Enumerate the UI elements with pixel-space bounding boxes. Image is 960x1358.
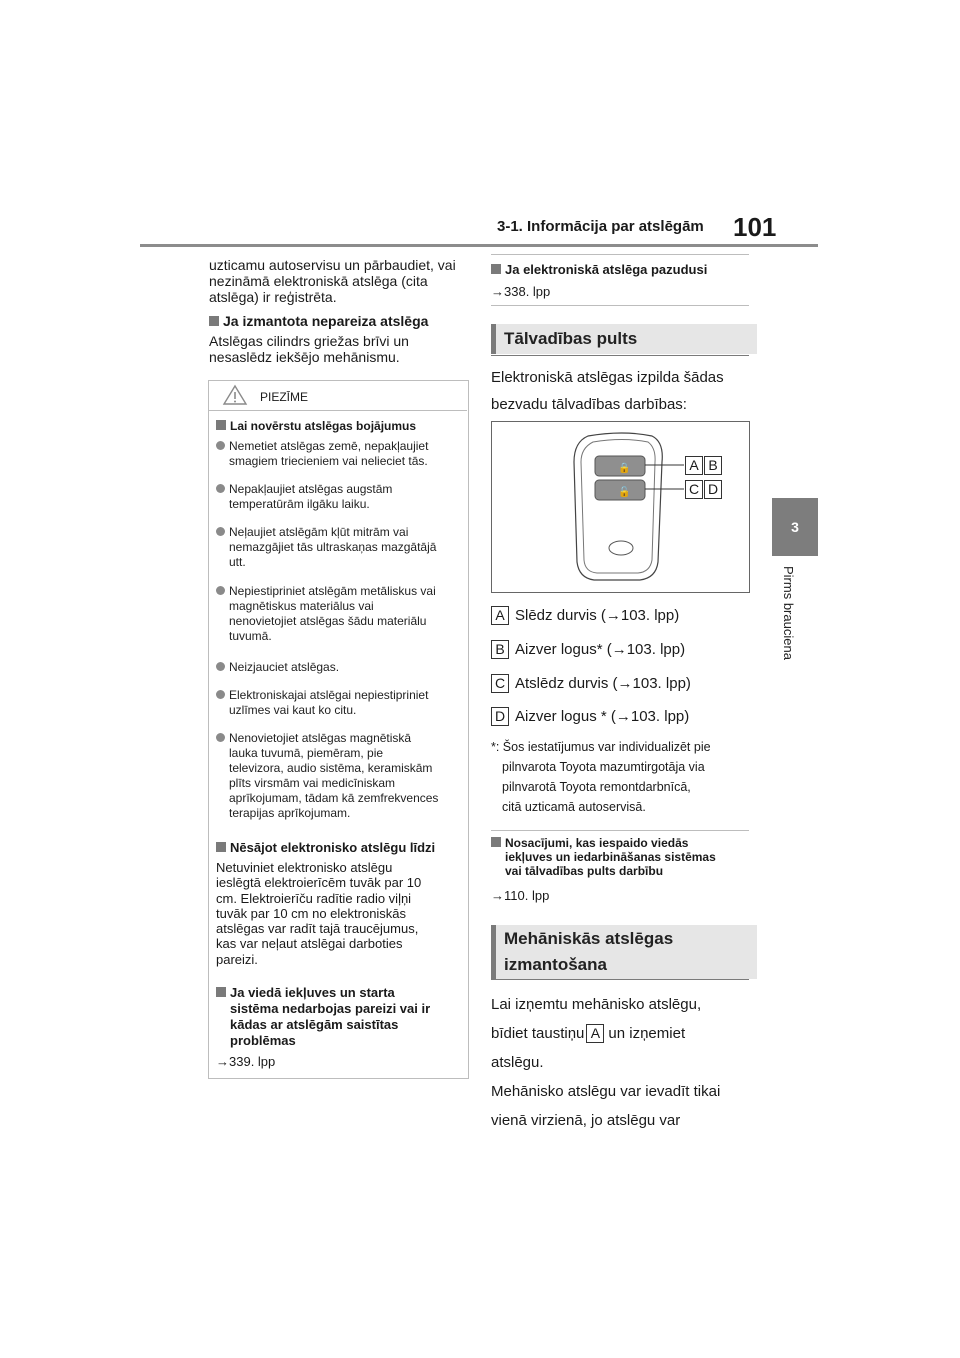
text-line: uzticamu autoservisu un pārbaudiet, vai [209, 257, 456, 273]
callout-b: B [704, 456, 722, 475]
lost-key-reference: →338. lpp [491, 284, 551, 299]
key-illustration [491, 421, 750, 593]
text-line: nemazgājiet tās ultraskaņas mazgātājā [229, 540, 437, 554]
intro-paragraph [209, 257, 456, 305]
note-heading-carry [216, 840, 435, 856]
text-line: bīdiet taustiņu [491, 1025, 585, 1042]
square-bullet-icon [216, 842, 226, 852]
text-line: Netuviniet elektronisko atslēgu [216, 860, 393, 875]
text-line: bezvadu tālvadības darbības: [491, 396, 687, 413]
note-bullet [216, 482, 392, 512]
mechanical-key-section-title [491, 925, 757, 979]
section-rule [491, 305, 749, 306]
svg-text:🔓: 🔓 [618, 487, 631, 498]
dot-bullet-icon [216, 733, 225, 742]
callout-a: A [685, 456, 703, 475]
heading-text: Nēsājot elektronisko atslēgu līdzi [230, 840, 436, 855]
callout-d: D [704, 480, 722, 499]
text-line: atslēga) ir reģistrēta. [209, 289, 337, 305]
square-bullet-icon [491, 264, 501, 274]
text-line: tuvāk par 10 cm no elektroniskās [216, 905, 407, 921]
text-line: kas var neļaut atslēgai darboties [216, 936, 403, 952]
text-line: atslēgu. [491, 1054, 544, 1071]
title-line: Mehāniskās atslēgas [504, 929, 674, 948]
text-line: magnētiskus materiālus vai [229, 599, 374, 613]
text-line: nesaslēdz iekšējo mehānismu. [209, 349, 400, 365]
text-line: Lai izņemtu mehānisko atslēgu, [491, 996, 702, 1013]
heading-text: iekļuves un iedarbināšanas sistēmas [505, 850, 716, 864]
text-line: Neļaujiet atslēgām kļūt mitrām vai [229, 525, 409, 539]
dot-bullet-icon [216, 441, 225, 450]
section-title: 3-1. Informācija par atslēgām [497, 218, 704, 235]
note-bullet [216, 439, 428, 469]
warning-icon [222, 384, 248, 406]
square-bullet-icon [216, 420, 226, 430]
text-line: plīts virsmām vai medicīniskam [229, 776, 396, 790]
label-a: A [586, 1024, 604, 1043]
heading-text: vai tālvadības pults darbību [505, 864, 664, 878]
callout-c: C [685, 480, 703, 499]
text-line: Nemetiet atslēgas zemē, nepakļaujiet [229, 439, 429, 453]
text-line: televizora, audio sistēma, keramiskām [229, 761, 433, 775]
text-line: *: Šos iestatījumus var individualizēt pie [491, 740, 711, 754]
header-rule [140, 244, 818, 247]
note-heading-damage [216, 418, 416, 434]
heading-text: Ja elektroniskā atslēga pazudusi [505, 262, 708, 277]
text-line: atslēgas var radīt tajā traucējumus, [216, 921, 419, 937]
text-line: aprīkojumam, tādam kā zemfrekvences [229, 791, 439, 805]
label-a: A [491, 606, 509, 625]
heading-text: Ja izmantota nepareiza atslēga [223, 313, 429, 329]
wrong-key-heading [209, 313, 428, 329]
heading-text: Ja viedā iekļuves un starta [230, 985, 395, 1000]
section-rule [491, 830, 749, 831]
text-line: vienā virzienā, jo atslēgu var [491, 1112, 681, 1129]
text-line: Neizjauciet atslēgas. [229, 660, 340, 674]
remote-section-title: Tālvadības pults [491, 324, 757, 354]
note-bullet [216, 688, 428, 718]
text-line: Atslēgas cilindrs griežas brīvi un [209, 333, 409, 349]
text-line: nenovietojiet atslēgas šādu materiālu [229, 614, 427, 628]
text-line: ieslēgtā elektroierīcēm tuvāk par 10 [216, 875, 422, 891]
text-line: Nenovietojiet atslēgas magnētiskā [229, 731, 412, 745]
note-header [208, 380, 467, 411]
text-line: temperatūrām ilgāku laiku. [229, 497, 370, 511]
action-text: Aizver logus * (→103. lpp) [515, 708, 690, 725]
note-title: PIEZĪME [260, 390, 309, 404]
section-rule [491, 254, 749, 255]
heading-text: sistēma nedarbojas pareizi vai ir [230, 1001, 431, 1016]
note-bullet [216, 525, 436, 570]
heading-text: Nosacījumi, kas iespaido viedās [505, 836, 689, 850]
callout-ab [685, 456, 728, 475]
section-rule [491, 979, 749, 980]
chapter-tab: 3 [772, 498, 818, 556]
action-item [491, 640, 685, 659]
footnote [491, 737, 711, 817]
remote-intro [491, 364, 724, 418]
title-line: izmantošana [504, 955, 607, 974]
label-b: B [491, 640, 509, 659]
text-line: Mehānisko atslēgu var ievadīt tikai [491, 1083, 721, 1100]
action-item [491, 674, 691, 693]
conditions-heading [491, 836, 716, 878]
svg-text:🔒: 🔒 [618, 463, 631, 474]
action-text: Slēdz durvis (→103. lpp) [515, 607, 680, 624]
action-text: Atslēdz durvis (→103. lpp) [515, 675, 691, 692]
dot-bullet-icon [216, 527, 225, 536]
text-line: tuvumā. [229, 629, 272, 643]
text-line: terapijas aprīkojumam. [229, 806, 351, 820]
note-heading-problems [216, 985, 430, 1049]
page-number: 101 [733, 212, 777, 242]
heading-text: problēmas [230, 1033, 296, 1048]
action-item [491, 606, 679, 625]
action-item [491, 707, 689, 726]
note-bullet [216, 731, 438, 821]
action-text: Aizver logus* (→103. lpp) [515, 641, 686, 658]
square-bullet-icon [216, 987, 226, 997]
wrong-key-paragraph [209, 333, 409, 365]
mechanical-key-text [491, 990, 720, 1135]
note-bullet [216, 584, 436, 644]
conditions-reference: →110. lpp [491, 888, 550, 903]
text-line: nezināmā elektroniskā atslēga (cita [209, 273, 428, 289]
note-bullet [216, 660, 339, 675]
text-line: pareizi. [216, 951, 258, 967]
text-line: lauka tuvumā, piemēram, pie [229, 746, 384, 760]
callout-cd [685, 480, 728, 499]
text-line: Elektroniskā atslēgas izpilda šādas [491, 369, 724, 386]
label-c: C [491, 674, 509, 693]
key-fob-icon [492, 422, 749, 592]
text-line: cm. Elektroierīču radītie radio viļņi [216, 890, 412, 906]
text-line: pilnvarota Toyota mazumtirgotāja via [502, 760, 705, 774]
text-line: citā uzticamā autoservisā. [502, 800, 646, 814]
text-line: Nepiestipriniet atslēgām metāliskus vai [229, 584, 436, 598]
text-line: utt. [229, 555, 246, 569]
label-d: D [491, 707, 509, 726]
text-line: smagiem triecieniem vai nelieciet tās. [229, 454, 428, 468]
dot-bullet-icon [216, 586, 225, 595]
square-bullet-icon [209, 316, 219, 326]
dot-bullet-icon [216, 484, 225, 493]
heading-text: Lai novērstu atslēgas bojājumus [230, 419, 417, 433]
text-line: uzlīmes vai kaut ko citu. [229, 703, 357, 717]
problems-reference: →339. lpp [216, 1054, 276, 1069]
text-line: un izņemiet [608, 1025, 686, 1042]
text-line: pilnvarotā Toyota remontdarbnīcā, [502, 780, 691, 794]
text-line: Elektroniskajai atslēgai nepiestipriniet [229, 688, 429, 702]
section-rule [491, 355, 749, 356]
dot-bullet-icon [216, 662, 225, 671]
chapter-label: Pirms brauciena [781, 566, 796, 660]
lost-key-heading [491, 262, 707, 278]
carry-paragraph [216, 860, 421, 967]
dot-bullet-icon [216, 690, 225, 699]
square-bullet-icon [491, 837, 501, 847]
text-line: Nepakļaujiet atslēgas augstām [229, 482, 393, 496]
heading-text: kādas ar atslēgām saistītas [230, 1017, 399, 1032]
